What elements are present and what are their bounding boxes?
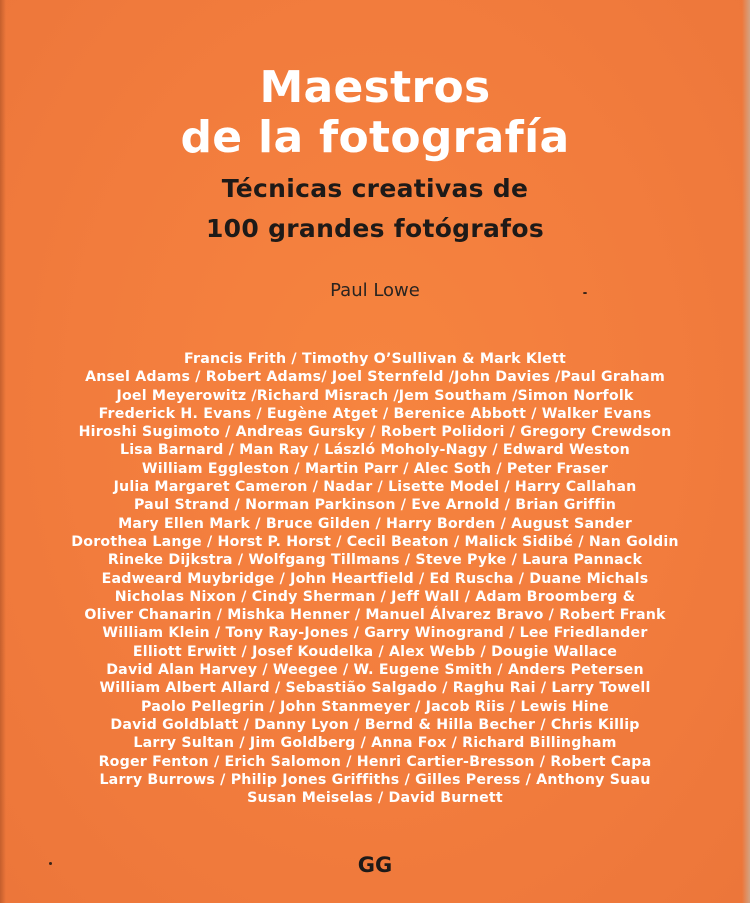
photographer-line: Mary Ellen Mark / Bruce Gilden / Harry Borden / August Sander — [118, 515, 632, 532]
photographer-line: Roger Fenton / Erich Salomon / Henri Cartier-Bresson / Robert Capa — [98, 753, 652, 770]
photographer-line: Paul Strand / Norman Parkinson / Eve Arnold / Brian Griffin — [133, 497, 617, 514]
cover-subtitle-line-1: Técnicas creativas de — [221, 174, 529, 203]
photographer-line: Nicholas Nixon / Cindy Sherman / Jeff Wall / Adam Broomberg & — [114, 588, 636, 605]
photographer-line: Oliver Chanarin / Mishka Henner / Manuel Álvarez Bravo / Robert Frank — [84, 607, 666, 624]
cover-author: Paul Lowe — [330, 280, 420, 301]
photographer-line: Larry Sultan / Jim Goldberg / Anna Fox / Richard Billingham — [133, 735, 617, 752]
photographer-line: Francis Frith / Timothy O’Sullivan & Mark Klett — [184, 351, 566, 367]
photographer-line: Hiroshi Sugimoto / Andreas Gursky / Robert Polidori / Gregory Crewdson — [78, 424, 672, 441]
photographer-line: Ansel Adams / Robert Adams/ Joel Sternfeld /John Davies /Paul Graham — [85, 369, 665, 386]
photographer-line: David Goldblatt / Danny Lyon / Bernd & Hilla Becher / Chris Killip — [110, 716, 640, 733]
print-speck — [583, 292, 587, 294]
photographer-line: Elliott Erwitt / Josef Koudelka / Alex Webb / Dougie Wallace — [132, 643, 618, 660]
cover-subtitle-line-2: 100 grandes fotógrafos — [205, 214, 545, 243]
cover-title-line-2: de la fotografía — [180, 112, 570, 163]
photographer-line: Joel Meyerowitz /Richard Misrach /Jem Southam /Simon Norfolk — [116, 387, 634, 404]
photographer-line: Susan Meiselas / David Burnett — [247, 790, 503, 807]
photographer-line: Frederick H. Evans / Eugène Atget / Berenice Abbott / Walker Evans — [98, 405, 652, 422]
photographer-line: Eadweard Muybridge / John Heartfield / Ed Ruscha / Duane Michals — [101, 570, 649, 587]
publisher-logo: GG — [357, 853, 393, 877]
photographer-line: Dorothea Lange / Horst P. Horst / Cecil Beaton / Malick Sidibé / Nan Goldin — [71, 533, 679, 550]
cover-title-line-1: Maestros — [259, 62, 491, 113]
photographer-line: Rineke Dijkstra / Wolfgang Tillmans / Steve Pyke / Laura Pannack — [107, 552, 643, 569]
photographer-line: David Alan Harvey / Weegee / W. Eugene Smith / Anders Petersen — [106, 662, 644, 679]
photographer-line: William Albert Allard / Sebastião Salgado / Raghu Rai / Larry Towell — [99, 680, 651, 697]
photographer-line: William Eggleston / Martin Parr / Alec Soth / Peter Fraser — [141, 460, 609, 477]
photographer-line: Larry Burrows / Philip Jones Griffiths / Gilles Peress / Anthony Suau — [99, 771, 651, 788]
photographer-line: Julia Margaret Cameron / Nadar / Lisette Model / Harry Callahan — [113, 479, 637, 496]
print-speck — [49, 862, 52, 865]
photographer-line: Paolo Pellegrin / John Stanmeyer / Jacob Riis / Lewis Hine — [141, 698, 609, 715]
photographer-line: Lisa Barnard / Man Ray / László Moholy-Nagy / Edward Weston — [120, 442, 630, 459]
photographer-line: William Klein / Tony Ray-Jones / Garry Winogrand / Lee Friedlander — [102, 625, 648, 642]
photographer-list — [30, 350, 720, 807]
